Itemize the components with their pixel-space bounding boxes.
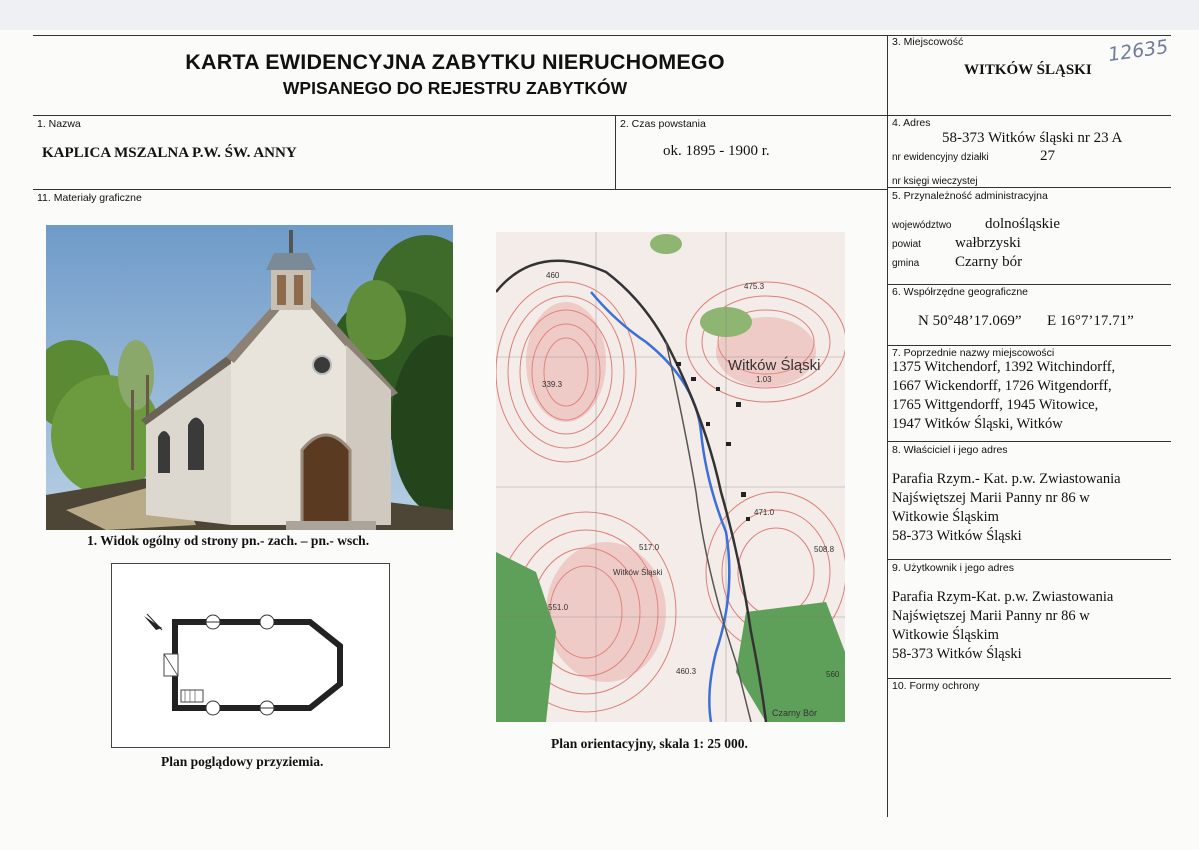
user-line: Parafia Rzym-Kat. p.w. Zwiastowania bbox=[892, 589, 1114, 605]
map-elev-7: 551.0 bbox=[548, 603, 569, 612]
card-subtitle: WPISANEGO DO REJESTRU ZABYTKÓW bbox=[282, 78, 628, 98]
user-address bbox=[892, 588, 1113, 664]
commune-value: Czarny bór bbox=[955, 254, 1023, 270]
rule-r-559 bbox=[887, 559, 1171, 560]
name-label: 1. Nazwa bbox=[37, 118, 81, 130]
locality-label: 3. Miejscowość bbox=[892, 36, 964, 48]
admin-label: 5. Przynależność administracyjna bbox=[892, 190, 1048, 202]
owner-line: Parafia Rzym.- Kat. p.w. Zwiastowania bbox=[892, 471, 1121, 487]
user-line: 58-373 Witków Śląski bbox=[892, 646, 1022, 662]
rule-r-678 bbox=[887, 678, 1171, 679]
map-elev-5: 517.0 bbox=[639, 543, 660, 552]
map-town-label: Witków Śląski bbox=[728, 357, 821, 374]
commune-label: gmina bbox=[892, 258, 920, 269]
rule-top bbox=[33, 35, 1171, 36]
map-caption: Plan orientacyjny, skala 1: 25 000. bbox=[551, 736, 748, 751]
former-names-line: 1947 Witków Śląski, Witków bbox=[892, 416, 1063, 432]
user-line: Witkowie Śląskim bbox=[892, 627, 999, 643]
owner-label: 8. Właściciel i jego adres bbox=[892, 444, 1008, 456]
map-elev-8: 560 bbox=[826, 670, 840, 679]
longitude-value: E 16°7’17.71” bbox=[1047, 313, 1134, 329]
owner-line: 58-373 Witków Śląski bbox=[892, 528, 1022, 544]
rule-r-345 bbox=[887, 345, 1171, 346]
handwritten-number: 12635 bbox=[1106, 35, 1170, 67]
coords-label: 6. Współrzędne geograficzne bbox=[892, 286, 1028, 298]
ledger-label: nr księgi wieczystej bbox=[892, 176, 978, 187]
floor-plan-drawing bbox=[112, 564, 389, 747]
owner-line: Witkowie Śląskim bbox=[892, 509, 999, 525]
county-value: wałbrzyski bbox=[955, 235, 1021, 251]
voivodeship-label: województwo bbox=[892, 220, 952, 231]
user-line: Najświętszej Marii Panny nr 86 w bbox=[892, 608, 1090, 624]
date-value: ok. 1895 - 1900 r. bbox=[663, 143, 770, 159]
owner-address bbox=[892, 470, 1121, 546]
chapel-photo-drawing bbox=[46, 225, 453, 530]
former-names-line: 1375 Witchendorf, 1392 Witchindorff, bbox=[892, 359, 1116, 375]
address-label: 4. Adres bbox=[892, 117, 931, 129]
map-elev-2: 339.3 bbox=[542, 380, 563, 389]
rule-r-284 bbox=[887, 284, 1171, 285]
map-elev-10: 460 bbox=[546, 271, 560, 280]
rule-header-bottom bbox=[33, 115, 1171, 116]
date-label: 2. Czas powstania bbox=[620, 118, 706, 130]
map-drawing bbox=[496, 232, 845, 722]
former-names-label: 7. Poprzednie nazwy miejscowości bbox=[892, 347, 1055, 359]
latitude-value: N 50°48’17.069” bbox=[918, 313, 1022, 329]
chapel-photo bbox=[46, 225, 453, 530]
former-names-list bbox=[892, 358, 1115, 434]
graphics-label: 11. Materiały graficzne bbox=[37, 192, 142, 204]
rule-name-bottom bbox=[33, 189, 888, 190]
rule-r-441 bbox=[887, 441, 1171, 442]
rule-date-divider bbox=[615, 115, 616, 189]
map-elev-4: 471.0 bbox=[754, 508, 775, 517]
address-value: 58-373 Witków śląski nr 23 A bbox=[942, 130, 1123, 146]
former-names-line: 1667 Wickendorff, 1726 Witgendorff, bbox=[892, 378, 1112, 394]
floor-plan bbox=[111, 563, 390, 748]
map-town-small-label: Witków Śląski bbox=[613, 568, 663, 577]
name-value: KAPLICA MSZALNA P.W. ŚW. ANNY bbox=[42, 145, 297, 161]
map-elev-9: 460.3 bbox=[676, 667, 697, 676]
rule-right-column bbox=[887, 35, 888, 817]
user-label: 9. Użytkownik i jego adres bbox=[892, 562, 1014, 574]
plan-caption: Plan poglądowy przyziemia. bbox=[161, 754, 324, 769]
map-elev-1: 1.03 bbox=[756, 375, 772, 384]
map-corner-label: Czarny Bór bbox=[772, 708, 818, 718]
owner-line: Najświętszej Marii Panny nr 86 w bbox=[892, 490, 1090, 506]
voivodeship-value: dolnośląskie bbox=[985, 216, 1060, 232]
locality-value: WITKÓW ŚLĄSKI bbox=[964, 62, 1092, 78]
former-names-line: 1765 Wittgendorff, 1945 Witowice, bbox=[892, 397, 1099, 413]
map-elev-6: 508.8 bbox=[814, 545, 835, 554]
photo-caption: 1. Widok ogólny od strony pn.- zach. – pn.- wsch. bbox=[87, 533, 370, 548]
scan-top-band bbox=[0, 0, 1199, 30]
protection-label: 10. Formy ochrony bbox=[892, 680, 980, 692]
map-elev-3: 475.3 bbox=[744, 282, 765, 291]
card-title: KARTA EWIDENCYJNA ZABYTKU NIERUCHOMEGO bbox=[185, 50, 725, 74]
parcel-label: nr ewidencyjny działki bbox=[892, 152, 989, 163]
parcel-value: 27 bbox=[1040, 148, 1055, 164]
topographic-map bbox=[496, 232, 845, 722]
rule-r-187 bbox=[887, 187, 1171, 188]
county-label: powiat bbox=[892, 239, 921, 250]
